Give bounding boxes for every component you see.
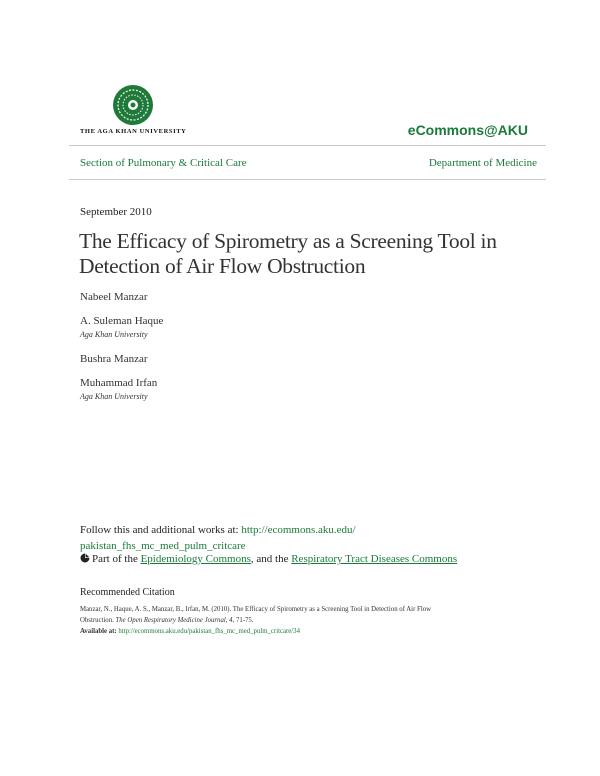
follow-text <box>80 522 550 554</box>
university-logo <box>80 84 190 138</box>
author-name: A. Suleman Haque <box>80 315 164 327</box>
author-name: Bushra Manzar <box>80 353 148 365</box>
paper-title: The Efficacy of Spirometry as a Screening Tool in Detection of Air Flow Obstruction <box>79 229 497 278</box>
collection-url-link-continued[interactable]: pakistan_fhs_mc_med_pulm_critcare <box>80 540 246 552</box>
open-access-icon <box>80 553 90 563</box>
citation-text-cont: Obstruction. <box>80 617 116 624</box>
author-name: Muhammad Irfan <box>80 377 158 389</box>
respiratory-commons-link[interactable]: Respiratory Tract Diseases Commons <box>291 553 458 565</box>
citation-pages: , 71-75. <box>232 617 254 624</box>
aku-emblem-icon <box>112 84 154 126</box>
author-name: Nabeel Manzar <box>80 291 148 303</box>
citation-journal: The Open Respiratory Medicine Journal, 4 <box>115 617 233 624</box>
epidemiology-commons-link[interactable]: Epidemiology Commons <box>140 553 251 565</box>
nav-divider <box>69 179 546 180</box>
department-link[interactable]: Department of Medicine <box>428 157 537 169</box>
publication-date: September 2010 <box>80 206 152 218</box>
citation-block <box>80 604 550 637</box>
university-name: THE AGA KHAN UNIVERSITY <box>80 128 187 135</box>
part-of-line <box>80 553 457 565</box>
available-label: Available at: <box>80 628 117 635</box>
citation-url-link[interactable]: http://ecommons.aku.edu/pakistan_fhs_mc_med_pulm_critcare/34 <box>118 628 300 635</box>
ecommons-brand-link[interactable]: eCommons@AKU <box>407 122 528 138</box>
part-of-prefix: Part of the <box>92 553 141 565</box>
author-affiliation: Aga Khan University <box>80 392 148 401</box>
section-link[interactable]: Section of Pulmonary & Critical Care <box>80 157 247 169</box>
author-affiliation: Aga Khan University <box>80 330 148 339</box>
recommended-citation-heading: Recommended Citation <box>80 587 175 598</box>
collection-url-link[interactable]: http://ecommons.aku.edu/ <box>241 524 356 536</box>
part-of-between: , and the <box>250 553 292 565</box>
follow-prefix: Follow this and additional works at: <box>80 524 242 536</box>
citation-text: Manzar, N., Haque, A. S., Manzar, B., Irfan, M. (2010). The Efficacy of Spirometry as a Screening Tool in Detection of Air Flow <box>80 606 432 613</box>
header-divider <box>69 145 546 146</box>
